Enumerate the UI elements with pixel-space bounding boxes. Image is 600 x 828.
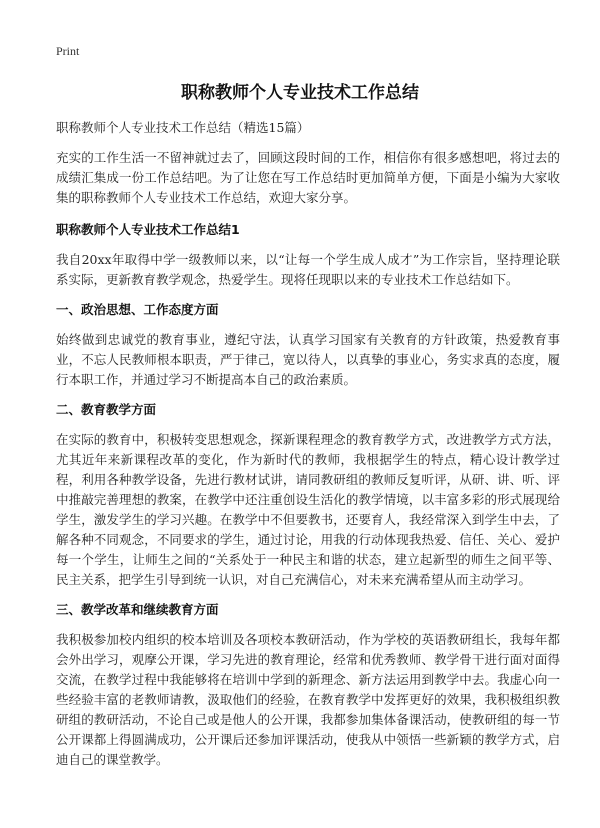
article-body — [56, 118, 560, 780]
subsection-paragraph-teaching: 在实际的教育中，积极转变思想观念，探新课程理念的教育教学方式，改进教学方式方法，尤其近年来新课程改革的变化，作为新时代的教师，我根据学生的特点，精心设计教学过程，利用各种教学设备，先进行教材试讲，请同教研组的教师反复听评，从研、讲、听、评中推敲完善理想的教案，在教学中还注重创设生活化的教学情境，以丰富多彩的形式展现给学生，激发学生的学习兴趣。在教学中不但要教书，还要育人，我经常深入到学生中去，了解各种不同观念，不同要求的学生，通过讨论，用我的行动体现我热爱、信任、关心、爱护每一个学生，让师生之间的“关系处于一种民主和谐的状态，建立起新型的师生之间平等、民主关系，把学生引导到统一认识，对自己充满信心，对未来充满希望从而主动学习。 — [56, 432, 560, 587]
section-heading: 职称教师个人专业技术工作总结1 — [56, 222, 240, 237]
article-subtitle: 职称教师个人专业技术工作总结（精选15篇） — [56, 120, 310, 135]
print-link[interactable]: Print — [56, 44, 80, 58]
subsection-heading-reform: 三、教学改革和继续教育方面 — [56, 602, 219, 617]
subsection-heading-politics: 一、政治思想、工作态度方面 — [56, 302, 219, 317]
subsection-paragraph-reform: 我积极参加校内组织的校本培训及各项校本教研活动，作为学校的英语教研组长，我每年都会外出学习，观摩公开课，学习先进的教育理论，经常和优秀教师、教学骨干进行面对面得交流，在教学过程中我能够将在培训中学到的新理念、新方法运用到教学中去。我虚心向一些经验丰富的老教师请教，汲取他们的经验，在教育教学中发挥更好的效果，我积极组织教研组的教研活动，不论自己或是他人的公开课，我都参加集体备课活动，使教研组的每一节公开课都上得圆满成功，公开课后还参加评课活动，使我从中领悟一些新颖的教学方式，启迪自己的课堂教学。 — [56, 632, 560, 767]
intro-paragraph: 充实的工作生活一不留神就过去了，回顾这段时间的工作，相信你有很多感想吧，将过去的成绩汇集成一份工作总结吧。为了让您在写工作总结时更加简单方便，下面是小编为大家收集的职称教师个人专业技术工作总结，欢迎大家分享。 — [56, 150, 560, 205]
section-lead-paragraph: 我自20xx年取得中学一级教师以来，以“让每一个学生成人成才”为工作宗旨，坚持理论联系实际，更新教育教学观念，热爱学生。现将任现职以来的专业技术工作总结如下。 — [56, 252, 560, 287]
subsection-heading-teaching: 二、教育教学方面 — [56, 402, 157, 417]
subsection-paragraph-politics: 始终做到忠诚党的教育事业，遵纪守法，认真学习国家有关教育的方针政策，热爱教育事业，不忘人民教师根本职责，严于律己，宽以待人，以真挚的事业心，务实求真的态度，履行本职工作，并通过学习不断提高本自己的政治素质。 — [56, 332, 560, 387]
page-title: 职称教师个人专业技术工作总结 — [181, 83, 419, 103]
